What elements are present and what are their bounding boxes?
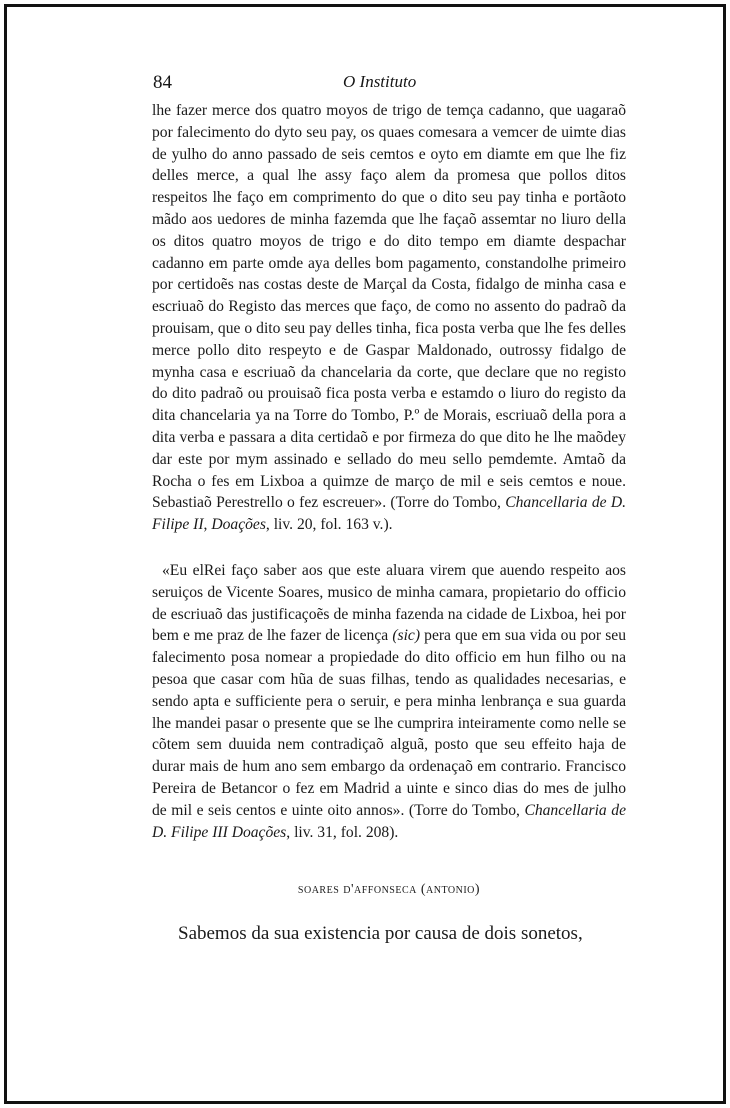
running-title: O Instituto bbox=[343, 72, 417, 91]
section-heading: soares d'affonseca (antonio) bbox=[297, 882, 481, 898]
paragraph-2-source-title: Chancellaria de D. Filipe III bbox=[152, 801, 626, 841]
paragraph-2-sic: (sic) bbox=[392, 627, 421, 645]
paragraph-2-text-rest: pera que em sua vida ou por seu falecimento posa nomear a propiedade do dito officio em hun filho ou na pesoa que casar com hũa de suas filhas, tendo as qualidades necesarias, e sendo apta e sufficiente pera o seruir, e pera minha lenbrança e sua guarda lhe mandei pasar o presente que se lhe cumprira inteiramente como nelle se cõtem sem duuida nem contradiçaõ alguã, posto que seu effeito haja de durar mais de hum ano sem embargo da ordenaçaõ em contrario. Francisco Pereira de Betancor o fez em Madrid a uinte e sinco dias do mes de julho de mil e seis centos e uinte oito annos». (Torre do Tombo, bbox=[152, 627, 627, 819]
paragraph-1-text: lhe fazer merce dos quatro moyos de trigo de temça cadanno, que uagaraõ por falecimento do dyto seu pay, os quaes comesara a vemcer de uimte dias de yulho do anno passado de seis cemtos e oyto em diamte em que lhe fiz delles merce, a qual lhe assy faço alem da promesa que pollos ditos respeitos lhe faço em comprimento do que o dito seu pay tinha e portãoto mãdo aos uedores de minha fazemda que lhe façaõ assemtar no liuro della os ditos quatro moyos de trigo e do dito tempo em diamte despachar cadanno em parte omde aya delles bom pagamento, constandolhe primeiro por certidoẽs nas costas deste de Marçal da Costa, fidalgo de minha casa e escriuaõ do Registo das merces que faço, de como no assento do padraõ da prouisam, que o dito seu pay delles tinha, fica posta verba que lhe fes delles merce pollo dito respeyto e de Gaspar Maldonado, outrossy fidalgo de mynha casa e escriuaõ da chancelaria da corte, que declare que no registo do dito padraõ ou prouisaõ fica posta verba e estamdo o liuro do registo da dita chancelaria ya na Torre do Tombo, P.º de Morais, escriuaõ della pora a dita verba e passara a dita certidaõ e por firmeza do que dito he lhe maõdey dar este por mym assinado e sellado do meu sello pemdemte. Amtaõ da Rocha o fes em Lixboa a quimze de março de mil e seis cemtos e noue. Sebastiaõ Perestrello o fez escreuer». (Torre do Tombo, bbox=[152, 102, 626, 512]
paragraph-1-source-section: Doações bbox=[211, 516, 266, 534]
page-number: 84 bbox=[153, 72, 172, 93]
paragraph-1-source-title: Chancellaria de D. Filipe II bbox=[152, 494, 627, 534]
paragraph-2 bbox=[152, 560, 626, 843]
paragraph-2-source-ref: , liv. 31, fol. 208). bbox=[286, 823, 399, 841]
final-line: Sabemos da sua existencia por causa de dois sonetos, bbox=[178, 923, 583, 945]
body-text bbox=[152, 100, 626, 947]
paragraph-2-source-section: Doações bbox=[231, 823, 287, 841]
page-header bbox=[147, 72, 627, 96]
paragraph-2-text: «Eu elRei faço saber aos que este aluara virem que auendo respeito aos seruiços de Vicente Soares, musico de minha camara, propietario do officio de escriuaõ das justificaçoẽs de minha fazenda na cidade de Lixboa, hei por bem e me praz de lhe fazer de licença bbox=[152, 561, 626, 645]
paragraph-1-separator: , bbox=[203, 516, 208, 534]
paragraph-1 bbox=[152, 100, 626, 536]
paragraph-1-source-ref: , liv. 20, fol. 163 v.). bbox=[265, 516, 393, 534]
